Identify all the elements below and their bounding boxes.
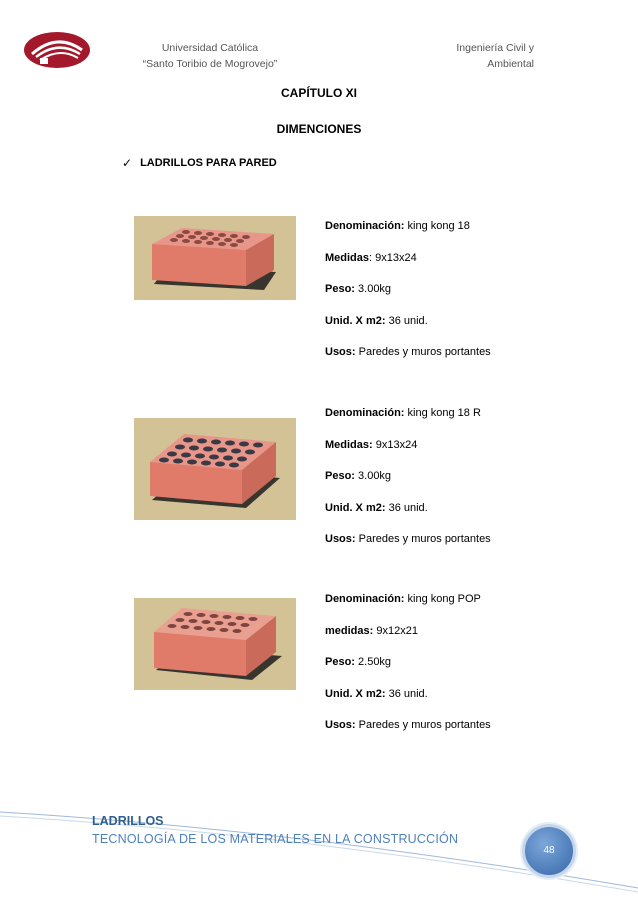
bullet-item	[122, 156, 277, 170]
footer-subtitle: TECNOLOGÍA DE LOS MATERIALES EN LA CONSTRUCCIÓN	[92, 832, 459, 846]
spec-dimensions: Medidas: 9x13x24	[325, 438, 418, 451]
spec-weight: Peso: 3.00kg	[325, 470, 392, 482]
spec-denomination: Denominación: king kong POP	[325, 593, 481, 605]
spec-weight: Peso: 2.50kg	[325, 656, 392, 668]
university-line-2: “Santo Toribio de Mogrovejo”	[142, 58, 278, 70]
spec-uses: Usos: Paredes y muros portantes	[325, 346, 491, 358]
spec-dimensions: Medidas: 9x13x24	[325, 251, 417, 264]
spec-units-per-m2: Unid. X m2: 36 unid.	[325, 501, 428, 514]
spec-dimensions: medidas: 9x12x21	[325, 624, 418, 637]
section-title: DIMENCIONES	[276, 122, 362, 136]
chapter-title: CAPÍTULO XI	[280, 86, 357, 100]
brick-image-king-kong-18-r	[134, 418, 296, 520]
spec-uses: Usos: Paredes y muros portantes	[325, 719, 491, 731]
spec-units-per-m2: Unid. X m2: 36 unid.	[325, 314, 428, 327]
spec-units-per-m2: Unid. X m2: 36 unid.	[325, 687, 428, 700]
spec-uses: Usos: Paredes y muros portantes	[325, 533, 491, 545]
footer-title: LADRILLOS	[92, 814, 164, 828]
brick-image-king-kong-18	[134, 216, 296, 300]
department-line-1: Ingeniería Civil y	[456, 42, 534, 54]
checkmark-icon: ✓	[122, 156, 133, 170]
spec-denomination: Denominación: king kong 18 R	[325, 407, 481, 419]
page-number: 48	[543, 845, 555, 856]
spec-denomination: Denominación: king kong 18	[325, 220, 470, 232]
brick-image-king-kong-pop	[134, 598, 296, 690]
brick-spec-3	[325, 592, 491, 750]
brick-spec-1	[325, 219, 491, 377]
brick-spec-2	[325, 406, 491, 564]
university-logo	[22, 30, 92, 70]
university-line-1: Universidad Católica	[161, 42, 259, 54]
department-line-2: Ambiental	[487, 58, 534, 70]
spec-weight: Peso: 3.00kg	[325, 283, 392, 295]
department-name	[420, 40, 534, 72]
university-name	[110, 40, 310, 72]
bullet-label: LADRILLOS PARA PARED	[140, 157, 277, 169]
